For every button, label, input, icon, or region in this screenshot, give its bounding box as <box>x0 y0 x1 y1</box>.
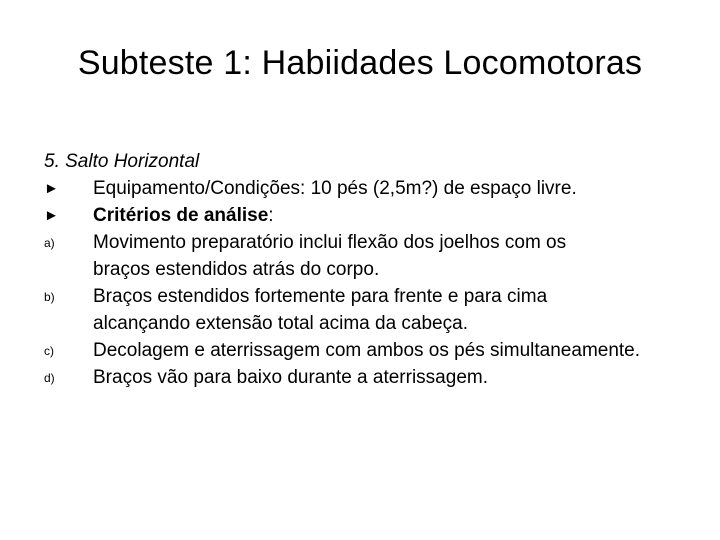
criterion-line: braços estendidos atrás do corpo. <box>93 259 380 280</box>
bullet-equipment <box>44 175 716 202</box>
criteria-label-colon: : <box>268 205 274 226</box>
criterion-line: Braços vão para baixo durante a aterrissagem. <box>93 367 488 388</box>
criterion-d <box>44 364 716 391</box>
criterion-marker: b) <box>44 290 55 304</box>
criterion-b <box>44 283 716 337</box>
criterion-marker: c) <box>44 344 54 358</box>
arrow-bullet-icon: ► <box>44 207 59 224</box>
slide-content <box>44 148 716 391</box>
criteria-label: Critérios de análise <box>93 205 269 226</box>
bullet-equipment-text: Equipamento/Condições: 10 pés (2,5m?) de espaço livre. <box>93 178 577 199</box>
criterion-line: alcançando extensão total acima da cabeça. <box>93 313 468 334</box>
criterion-c <box>44 337 716 364</box>
section-heading: 5. Salto Horizontal <box>44 151 200 172</box>
criterion-marker: a) <box>44 236 55 250</box>
arrow-bullet-icon: ► <box>44 180 59 197</box>
criterion-a <box>44 229 716 283</box>
criterion-line: Decolagem e aterrissagem com ambos os pés simultaneamente. <box>93 340 641 361</box>
slide-title: Subteste 1: Habiidades Locomotoras <box>77 44 643 82</box>
criterion-line: Movimento preparatório inclui flexão dos joelhos com os <box>93 232 567 253</box>
bullet-criteria <box>44 202 716 229</box>
criterion-line: Braços estendidos fortemente para frente e para cima <box>93 286 548 307</box>
criterion-marker: d) <box>44 371 55 385</box>
